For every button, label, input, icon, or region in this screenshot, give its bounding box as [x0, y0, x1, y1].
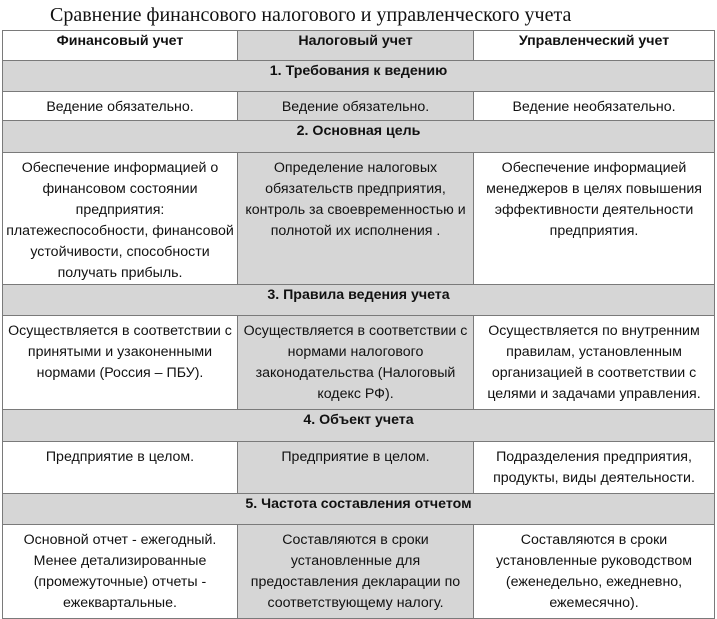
section-row	[3, 121, 715, 153]
cell-tax: Ведение обязательно.	[238, 92, 474, 121]
cell-tax: Составляются в сроки установленные для предоставления декларации по соответствующему налогу.	[238, 525, 474, 619]
cell-financial: Обеспечение информацией о финансовом состоянии предприятия: платежеспособности, финансовой устойчивости, способности получать прибыль.	[3, 153, 238, 285]
cell-management: Подразделения предприятия, продукты, виды деятельности.	[474, 442, 715, 494]
table-row	[3, 153, 715, 285]
page-title: Сравнение финансового налогового и управленческого учета	[50, 4, 572, 26]
cell-financial: Осуществляется в соответствии с принятыми и узаконенными нормами (Россия – ПБУ).	[3, 316, 238, 410]
header-row	[3, 31, 715, 61]
cell-tax: Осуществляется в соответствии с нормами налогового законодательства (Налоговый кодекс РФ).	[238, 316, 474, 410]
cell-tax: Определение налоговых обязательств предприятия, контроль за своевременностью и полнотой их исполнения .	[238, 153, 474, 285]
section-row	[3, 494, 715, 525]
cell-financial: Ведение обязательно.	[3, 92, 238, 121]
cell-management: Ведение необязательно.	[474, 92, 715, 121]
section-heading: 5. Частота составления отчетом	[3, 494, 715, 525]
table-row	[3, 316, 715, 410]
column-header-tax: Налоговый учет	[238, 31, 474, 61]
cell-management: Осуществляется по внутренним правилам, установленным организацией в соответствии с целями и задачами управления.	[474, 316, 715, 410]
section-row	[3, 410, 715, 442]
cell-management: Составляются в сроки установленные руководством (еженедельно, ежедневно, ежемесячно).	[474, 525, 715, 619]
table-row	[3, 525, 715, 619]
section-row	[3, 285, 715, 316]
section-row	[3, 61, 715, 92]
section-heading: 1. Требования к ведению	[3, 61, 715, 92]
cell-financial: Предприятие в целом.	[3, 442, 238, 494]
section-heading: 2. Основная цель	[3, 121, 715, 153]
section-heading: 3. Правила ведения учета	[3, 285, 715, 316]
comparison-table	[2, 30, 715, 619]
cell-tax: Предприятие в целом.	[238, 442, 474, 494]
column-header-financial: Финансовый учет	[3, 31, 238, 61]
column-header-management: Управленческий учет	[474, 31, 715, 61]
section-heading: 4. Объект учета	[3, 410, 715, 442]
table-row	[3, 442, 715, 494]
cell-financial: Основной отчет - ежегодный. Менее детализированные (промежуточные) отчеты - ежеквартальные.	[3, 525, 238, 619]
table-row	[3, 92, 715, 121]
cell-management: Обеспечение информацией менеджеров в целях повышения эффективности деятельности предприятия.	[474, 153, 715, 285]
